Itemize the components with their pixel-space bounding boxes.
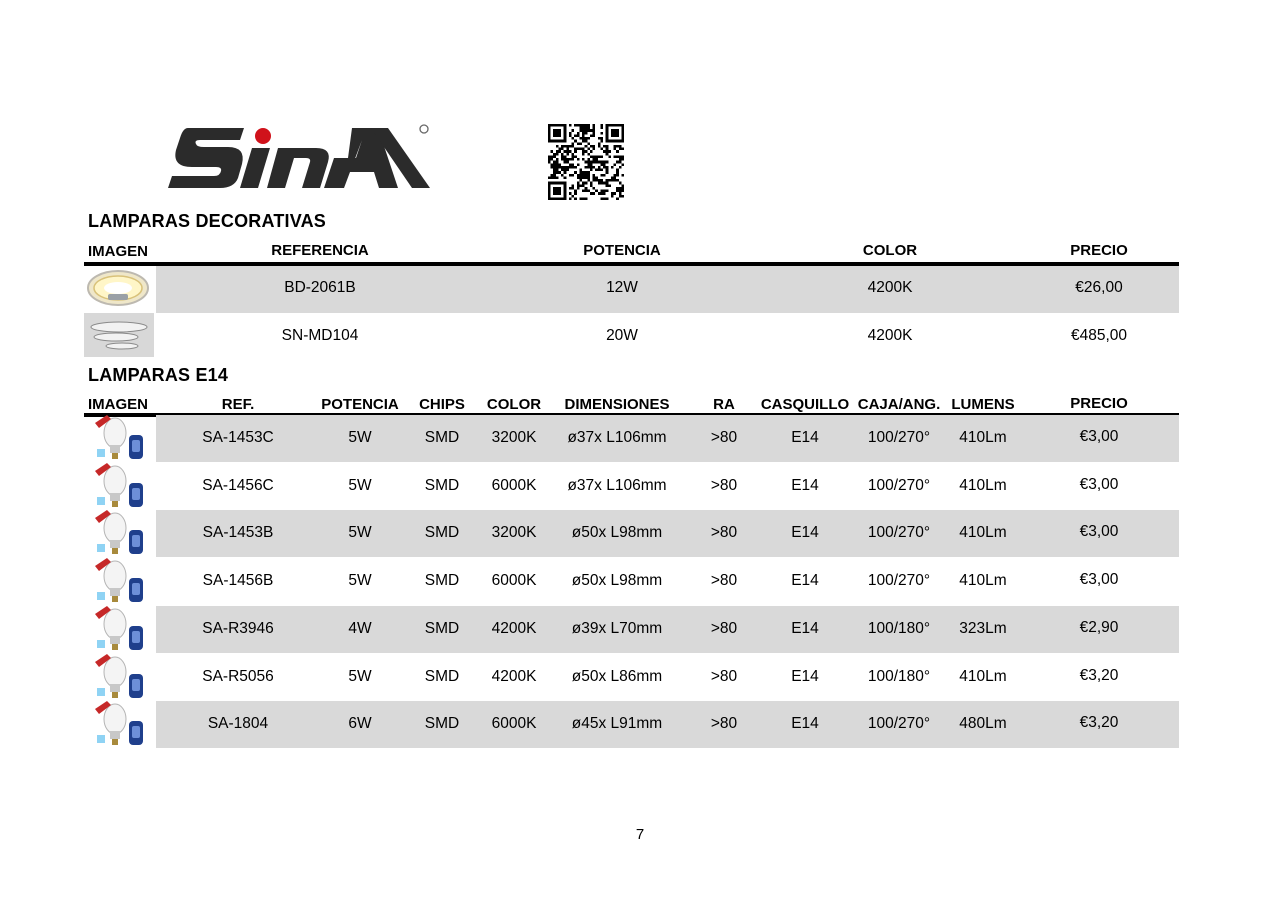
cell-lumens: 410Lm: [959, 524, 1007, 541]
cell-color: 4200K: [867, 279, 913, 296]
cell-ra: >80: [710, 715, 738, 732]
cell-chips: SMD: [424, 524, 460, 541]
cell-dimensiones: ø50x L86mm: [571, 668, 663, 685]
cell-referencia: SN-MD104: [281, 327, 359, 344]
cell-lumens: 323Lm: [959, 620, 1007, 637]
product-image-bulb: [95, 558, 145, 604]
cell-dimensiones: ø37x L106mm: [567, 429, 667, 446]
product-image-bulb: [95, 415, 145, 461]
header-chips: CHIPS: [419, 396, 465, 413]
cell-chips: SMD: [424, 715, 460, 732]
section-title-decorativas: LAMPARAS DECORATIVAS: [88, 211, 326, 231]
cell-casquillo: E14: [791, 524, 819, 541]
cell-precio: €26,00: [1075, 279, 1123, 296]
header-color: COLOR: [486, 396, 542, 413]
cell-potencia: 5W: [348, 477, 372, 494]
header-precio: PRECIO: [1070, 395, 1128, 412]
table-row: [156, 510, 1179, 557]
cell-caja: 100/270°: [867, 524, 931, 541]
cell-ref: SA-R3946: [202, 620, 274, 637]
cell-potencia: 20W: [606, 327, 638, 344]
cell-color: 4200K: [491, 668, 537, 685]
cell-ref: SA-R5056: [202, 668, 274, 685]
cell-caja: 100/180°: [867, 668, 931, 685]
cell-caja: 100/180°: [867, 620, 931, 637]
cell-precio: €3,20: [1079, 714, 1119, 731]
cell-casquillo: E14: [791, 429, 819, 446]
cell-casquillo: E14: [791, 477, 819, 494]
cell-chips: SMD: [424, 668, 460, 685]
sina-logo: [166, 124, 432, 192]
cell-color: 6000K: [491, 572, 537, 589]
product-image-sn-md104: [84, 313, 154, 357]
header-casquillo: CASQUILLO: [760, 396, 850, 413]
product-image-bulb: [95, 510, 145, 556]
header-potencia: POTENCIA: [321, 396, 399, 413]
product-image-bd-2061b: [84, 266, 154, 310]
cell-casquillo: E14: [791, 572, 819, 589]
cell-color: 6000K: [491, 715, 537, 732]
cell-potencia: 5W: [348, 524, 372, 541]
cell-chips: SMD: [424, 477, 460, 494]
cell-precio: €3,00: [1079, 523, 1119, 540]
table-row: [156, 701, 1179, 748]
cell-dimensiones: ø37x L106mm: [567, 477, 667, 494]
cell-caja: 100/270°: [867, 477, 931, 494]
cell-color: 4200K: [867, 327, 913, 344]
header-imagen: IMAGEN: [88, 396, 148, 413]
cell-chips: SMD: [424, 620, 460, 637]
cell-caja: 100/270°: [867, 715, 931, 732]
qr-code[interactable]: [548, 124, 624, 200]
cell-potencia: 12W: [606, 279, 638, 296]
cell-ra: >80: [710, 477, 738, 494]
cell-color: 4200K: [491, 620, 537, 637]
cell-precio: €3,00: [1079, 428, 1119, 445]
header-lumens: LUMENS: [951, 396, 1015, 413]
cell-ra: >80: [710, 429, 738, 446]
cell-dimensiones: ø45x L91mm: [571, 715, 663, 732]
cell-chips: SMD: [424, 572, 460, 589]
section-title-e14: LAMPARAS E14: [88, 365, 229, 385]
cell-chips: SMD: [424, 429, 460, 446]
cell-casquillo: E14: [791, 715, 819, 732]
cell-ra: >80: [710, 668, 738, 685]
cell-ref: SA-1456C: [202, 477, 274, 494]
cell-dimensiones: ø50x L98mm: [571, 572, 663, 589]
cell-potencia: 6W: [348, 715, 372, 732]
cell-lumens: 410Lm: [959, 477, 1007, 494]
cell-dimensiones: ø39x L70mm: [571, 620, 663, 637]
product-image-bulb: [95, 606, 145, 652]
cell-precio: €485,00: [1070, 327, 1128, 344]
cell-lumens: 410Lm: [959, 668, 1007, 685]
cell-precio: €3,00: [1079, 476, 1119, 493]
header-color: COLOR: [862, 242, 918, 259]
product-image-bulb: [95, 701, 145, 747]
cell-precio: €2,90: [1079, 619, 1119, 636]
cell-potencia: 4W: [348, 620, 372, 637]
header-dimensiones: DIMENSIONES: [564, 396, 670, 413]
cell-color: 6000K: [491, 477, 537, 494]
cell-casquillo: E14: [791, 620, 819, 637]
header-referencia: REFERENCIA: [271, 242, 369, 259]
cell-lumens: 480Lm: [959, 715, 1007, 732]
cell-ra: >80: [710, 524, 738, 541]
header-imagen: IMAGEN: [88, 243, 148, 260]
cell-potencia: 5W: [348, 572, 372, 589]
cell-ref: SA-1804: [207, 715, 269, 732]
table-row: [156, 606, 1179, 653]
cell-dimensiones: ø50x L98mm: [571, 524, 663, 541]
cell-ra: >80: [710, 620, 738, 637]
cell-caja: 100/270°: [867, 572, 931, 589]
cell-caja: 100/270°: [867, 429, 931, 446]
cell-lumens: 410Lm: [959, 429, 1007, 446]
cell-ref: SA-1453C: [202, 429, 274, 446]
header-ra: RA: [713, 396, 735, 413]
page-number: 7: [635, 826, 645, 843]
cell-lumens: 410Lm: [959, 572, 1007, 589]
product-image-bulb: [95, 463, 145, 509]
header-ref: REF.: [221, 396, 255, 413]
cell-precio: €3,00: [1079, 571, 1119, 588]
cell-precio: €3,20: [1079, 667, 1119, 684]
cell-potencia: 5W: [348, 668, 372, 685]
cell-referencia: BD-2061B: [284, 279, 356, 296]
cell-color: 3200K: [491, 524, 537, 541]
product-image-bulb: [95, 654, 145, 700]
cell-color: 3200K: [491, 429, 537, 446]
cell-ref: SA-1456B: [202, 572, 274, 589]
header-precio: PRECIO: [1070, 242, 1128, 259]
header-caja-ang: CAJA/ANG.: [857, 396, 941, 413]
cell-ref: SA-1453B: [202, 524, 274, 541]
cell-ra: >80: [710, 572, 738, 589]
table-row: [156, 415, 1179, 462]
cell-potencia: 5W: [348, 429, 372, 446]
cell-casquillo: E14: [791, 668, 819, 685]
header-potencia: POTENCIA: [583, 242, 661, 259]
